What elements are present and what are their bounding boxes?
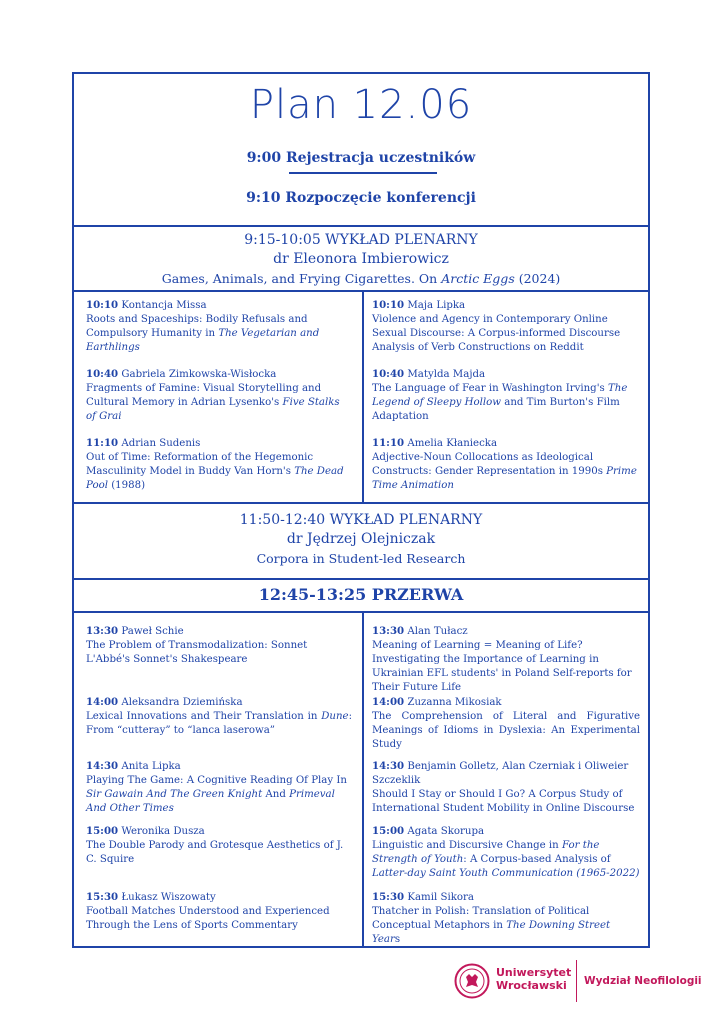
entry-title: Football Matches Understood and Experienced Through the Lens of Sports Commentary — [86, 906, 330, 931]
plenary-1-time: 9:15-10:05 WYKŁAD PLENARNY — [244, 232, 478, 248]
divider — [74, 611, 648, 613]
entry-title: Should I Stay or Should I Go? A Corpus Study of International Student Mobility in Online Discourse — [372, 789, 635, 814]
entry-speaker: Weronika Dusza — [118, 826, 205, 837]
faculty-name: Wydział Neofilologii — [584, 975, 702, 987]
session-entry — [372, 298, 640, 355]
entry-title: The Comprehension of Literal and Figurative Meanings of Idioms in Dyslexia: An Experimental Study — [372, 711, 640, 750]
session-entry — [86, 890, 352, 933]
plenary-2-speaker: dr Jędrzej Olejniczak — [286, 531, 436, 547]
divider — [74, 502, 648, 504]
entry-time: 10:10 — [86, 299, 119, 311]
session-entry — [86, 759, 352, 816]
entry-time: 11:10 — [86, 437, 119, 449]
divider — [74, 225, 648, 227]
plenary-1 — [74, 231, 648, 288]
title-underline — [289, 172, 437, 174]
entry-title: The Double Parody and Grotesque Aesthetics of J. C. Squire — [86, 840, 344, 865]
entry-speaker: Maja Lipka — [404, 300, 466, 311]
entry-time: 11:10 — [372, 437, 405, 449]
entry-title: Out of Time: Reformation of the Hegemonic Masculinity Model in Buddy Van Horn's The Dead Pool (1988) — [86, 452, 344, 491]
university-name: Uniwersytet Wrocławski — [496, 966, 572, 992]
entry-time: 15:30 — [86, 891, 119, 903]
entry-time: 13:30 — [86, 625, 119, 637]
session-entry — [372, 436, 640, 493]
entry-speaker: Gabriela Zimkowska-Wisłocka — [118, 369, 277, 380]
session-entry — [86, 624, 352, 667]
entry-title: The Problem of Transmodalization: Sonnet L'Abbé's Sonnet's Shakespeare — [86, 640, 308, 665]
entry-speaker: Anita Lipka — [118, 761, 181, 772]
session-entry — [372, 367, 640, 424]
entry-time: 15:00 — [86, 825, 119, 837]
entry-speaker: Kontancja Missa — [118, 300, 207, 311]
session-entry — [372, 624, 640, 695]
entry-title: Roots and Spaceships: Bodily Refusals and Compulsory Humanity in The Vegetarian and Earthlings — [86, 314, 320, 353]
entry-title: Playing The Game: A Cognitive Reading Of Play In Sir Gawain And The Green Knight And Primeval And Other Times — [86, 775, 347, 814]
entry-title: Fragments of Famine: Visual Storytelling and Cultural Memory in Adrian Lysenko's Five Stalks of Grai — [86, 383, 340, 422]
entry-speaker: Alan Tułacz — [404, 626, 468, 637]
plenary-1-talk: Games, Animals, and Frying Cigarettes. On Arctic Eggs (2024) — [161, 271, 561, 286]
footer-divider — [576, 960, 577, 1002]
session-entry — [86, 695, 352, 738]
entry-speaker: Zuzanna Mikosiak — [404, 697, 502, 708]
entry-speaker: Matylda Majda — [404, 369, 486, 380]
session-entry — [372, 695, 640, 752]
entry-speaker: Łukasz Wiszowaty — [118, 892, 216, 903]
entry-title: Violence and Agency in Contemporary Online Sexual Discourse: A Corpus-informed Discourse Analysis of Verb Constructions on Reddit — [372, 314, 621, 353]
university-seal-icon — [454, 963, 490, 999]
plenary-2 — [74, 511, 648, 568]
entry-title: Adjective-Noun Collocations as Ideological Constructs: Gender Representation in 1990s Prime Time Animation — [372, 452, 637, 491]
entry-speaker: Benjamin Golletz, Alan Czerniak i Oliweier Szczeklik — [372, 761, 629, 786]
session-entry — [372, 890, 640, 947]
entry-time: 15:30 — [372, 891, 405, 903]
entry-time: 14:30 — [86, 760, 119, 772]
entry-title: Meaning of Learning = Meaning of Life? Investigating the Importance of Learning in Ukrainian EFL students' in Poland Self-reports for Their Future Life — [372, 640, 632, 693]
entry-time: 14:30 — [372, 760, 405, 772]
column-divider — [362, 611, 364, 948]
column-divider — [362, 290, 364, 502]
opening-line: 9:10 Rozpoczęcie konferencji — [246, 190, 476, 206]
page-title: Plan 12.06 — [249, 82, 473, 128]
session-entry — [86, 824, 352, 867]
break-line: 12:45-13:25 PRZERWA — [258, 585, 464, 604]
entry-time: 10:40 — [372, 368, 405, 380]
program-frame — [72, 72, 650, 948]
entry-time: 14:00 — [372, 696, 405, 708]
divider — [74, 578, 648, 580]
session-entry — [86, 367, 352, 424]
entry-speaker: Adrian Sudenis — [118, 438, 201, 449]
entry-speaker: Kamil Sikora — [404, 892, 474, 903]
entry-time: 10:40 — [86, 368, 119, 380]
divider — [74, 290, 648, 292]
session-entry — [372, 824, 640, 881]
registration-line: 9:00 Rejestracja uczestników — [246, 150, 476, 166]
session-entry — [86, 436, 352, 493]
entry-speaker: Agata Skorupa — [404, 826, 485, 837]
entry-time: 13:30 — [372, 625, 405, 637]
session-entry — [372, 759, 640, 816]
entry-title: Linguistic and Discursive Change in For the Strength of Youth: A Corpus-based Analysis of Latter-day Saint Youth Communication (1965-2022) — [372, 840, 640, 879]
plenary-1-speaker: dr Eleonora Imbierowicz — [273, 251, 449, 267]
entry-title: The Language of Fear in Washington Irving's The Legend of Sleepy Hollow and Tim Burton's Film Adaptation — [372, 383, 628, 422]
plenary-2-time: 11:50-12:40 WYKŁAD PLENARNY — [239, 512, 483, 528]
plenary-2-talk: Corpora in Student-led Research — [256, 551, 466, 566]
entry-speaker: Paweł Schie — [118, 626, 184, 637]
entry-title: Lexical Innovations and Their Translation in Dune: From “cutteray” to “lanca laserowa” — [86, 711, 352, 736]
entry-time: 14:00 — [86, 696, 119, 708]
entry-speaker: Amelia Kłaniecka — [404, 438, 498, 449]
entry-title: Thatcher in Polish: Translation of Political Conceptual Metaphors in The Downing Street Years — [372, 906, 611, 945]
entry-time: 15:00 — [372, 825, 405, 837]
entry-time: 10:10 — [372, 299, 405, 311]
session-entry — [86, 298, 352, 355]
entry-speaker: Aleksandra Dziemińska — [118, 697, 243, 708]
